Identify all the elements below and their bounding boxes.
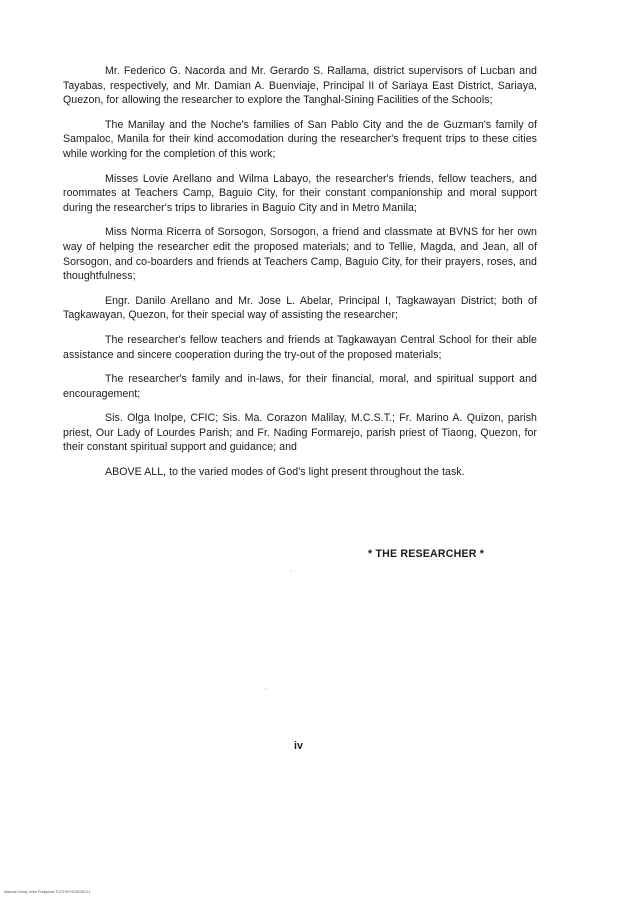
scan-speck: [265, 688, 267, 690]
scan-speck: [290, 570, 292, 572]
paragraph-supervisors: Mr. Federico G. Nacorda and Mr. Gerardo S. Rallama, district supervisors of Lucban and Tayabas, respectively, and Mr. Damian A. Buenviaje, Principal II of Sariaya East District, Sariaya, Quezon, for allowing the researcher to explore the Tanghal-Sining Facilities of the Schools;: [63, 65, 537, 107]
signature: * THE RESEARCHER *: [368, 548, 485, 560]
paragraph-fellow-teachers: The researcher's fellow teachers and friends at Tagkawayan Central School for their able assistance and sincere cooperation during the try-out of the proposed materials;: [63, 333, 537, 361]
footer-stamp: National Library of the Philippines TL0TH9701230001071: [4, 890, 91, 894]
acknowledgment-body: [63, 64, 537, 490]
paragraph-sisters-fathers: Sis. Olga Inolpe, CFIC; Sis. Ma. Corazon Malilay, M.C.S.T.; Fr. Marino A. Quizon, parish priest, Our Lady of Lourdes Parish; and Fr. Nading Formarejo, parish priest of Tiaong, Quezon, for their constant spiritual support and guidance; and: [63, 412, 537, 454]
paragraph-misses: Misses Lovie Arellano and Wilma Labayo, the researcher's friends, fellow teachers, and roommates at Teachers Camp, Baguio City, for their constant companionship and moral support during the researcher's trips to libraries in Baguio City and in Metro Manila;: [63, 172, 537, 214]
paragraph-miss-norma: Miss Norma Ricerra of Sorsogon, Sorsogon, a friend and classmate at BVNS for her own way of helping the researcher edit the proposed materials; and to Tellie, Magda, and Jean, all of Sorsogon, and co-boarders and friends at Teachers Camp, Baguio City, for their prayers, roses, and thoughtfulness;: [63, 226, 537, 283]
paragraph-above-all: ABOVE ALL, to the varied modes of God's light present throughout the task.: [105, 466, 465, 479]
paragraph-families: The Manilay and the Noche's families of San Pablo City and the de Guzman's family of Sampaloc, Manila for their kind accomodation during the researcher's frequent trips to these cities while working for the completion of this work;: [63, 118, 537, 160]
paragraph-family: The researcher's family and in-laws, for their financial, moral, and spiritual support and encouragement;: [63, 373, 537, 400]
paragraph-engr-danilo: Engr. Danilo Arellano and Mr. Jose L. Abelar, Principal I, Tagkawayan District; both of Tagkawayan, Quezon, for their special way of assisting the researcher;: [63, 294, 537, 322]
page-number: iv: [294, 740, 303, 752]
scan-speck: [527, 524, 528, 525]
